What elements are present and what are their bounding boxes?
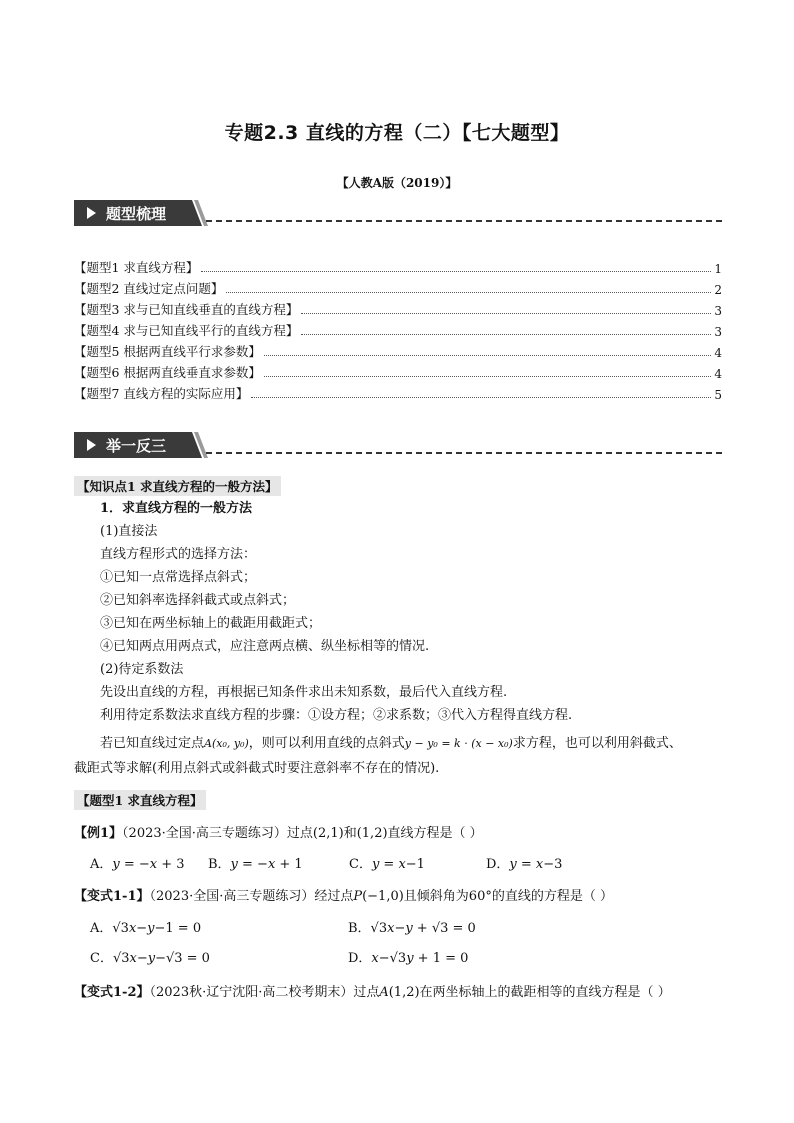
knowledge-paragraph: 若已知直线过定点A(x₀, y₀)，则可以利用直线的点斜式y − y₀ = k · (x − x₀)求方程，也可以利用斜截式、 [100,736,682,751]
toc-page-number: 2 [714,283,722,297]
knowledge-line: 利用待定系数法求直线方程的步骤：①设方程；②求系数；③代入方程得直线方程. [100,708,573,723]
knowledge-line: (1)直接法 [100,524,158,539]
play-arrow-icon [87,439,96,451]
page-title: 专题2.3 直线的方程（二）【七大题型】 [224,122,570,144]
option-a[interactable]: A．√3𝑥−𝑦−1 = 0 [90,921,202,936]
toc-entry[interactable] [74,342,722,360]
toc-page-number: 4 [714,346,722,360]
toc-leader [264,376,711,377]
toc-entry-label: 【题型4 求与已知直线平行的直线方程】 [74,323,299,338]
knowledge-line: 直线方程形式的选择方法： [100,547,257,562]
toc-leader [301,334,711,335]
knowledge-line: ③已知在两坐标轴上的截距用截距式； [100,616,322,631]
example-question: 【例1】（2023·全国·高三专题练习）过点(2,1)和(1,2)直线方程是（ ） [74,826,483,841]
toc-entry-label: 【题型7 直线方程的实际应用】 [74,386,249,401]
variant-label: 【变式1-2】 [74,985,150,1000]
toc-leader [264,355,711,356]
question-type-tag: 【题型1 求直线方程】 [74,790,206,810]
toc-entry-label: 【题型2 直线过定点问题】 [74,281,224,296]
toc-entry[interactable] [74,258,722,276]
section-header-practice [74,432,722,458]
knowledge-paragraph-cont: 截距式等求解(利用点斜式或斜截式时要注意斜率不存在的情况). [74,761,440,776]
option-d[interactable]: D．𝑦 = 𝑥−3 [486,857,563,872]
option-d[interactable]: D．𝑥−√3𝑦 + 1 = 0 [348,951,469,966]
toc-page-number: 1 [714,262,722,276]
toc-entry[interactable] [74,300,722,318]
toc-entry-label: 【题型3 求与已知直线垂直的直线方程】 [74,302,299,317]
toc-page-number: 3 [714,325,722,339]
section-title: 题型梳理 [106,205,167,223]
knowledge-line: 先设出直线的方程，再根据已知条件求出未知系数，最后代入直线方程. [100,685,508,700]
toc-entry[interactable] [74,279,722,297]
knowledge-line: ①已知一点常选择点斜式； [100,570,257,585]
knowledge-point-tag: 【知识点1 求直线方程的一般方法】 [74,476,281,496]
page-subtitle: 【人教A版（2019）】 [336,176,458,190]
toc-page-number: 4 [714,367,722,381]
option-b[interactable]: B．𝑦 = −𝑥 + 1 [208,857,303,872]
knowledge-line: (2)待定系数法 [100,662,184,677]
option-a[interactable]: A．𝑦 = −𝑥 + 3 [90,857,185,872]
toc-entry[interactable] [74,321,722,339]
option-b[interactable]: B．√3𝑥−𝑦 + √3 = 0 [348,921,476,936]
play-arrow-icon [87,207,96,219]
point-slope-formula: y − y₀ = k · (x − x₀) [404,737,513,750]
section-header-toc [74,200,722,226]
toc-entry[interactable] [74,363,722,381]
dashed-divider [206,452,722,454]
point-formula: A(x₀, y₀) [204,737,249,750]
toc-page-number: 5 [714,388,722,402]
dashed-divider [206,220,722,222]
toc-leader [201,271,711,272]
toc-leader [251,397,711,398]
toc-entry-label: 【题型1 求直线方程】 [74,260,199,275]
knowledge-line: ②已知斜率选择斜截式或点斜式； [100,593,296,608]
variant-question: 【变式1-2】（2023秋·辽宁沈阳·高二校考期末）过点𝐴(1,2)在两坐标轴上的截距相等的直线方程是（ ） [74,985,671,1000]
toc-entry[interactable] [74,384,722,402]
variant-label: 【变式1-1】 [74,889,150,904]
option-c[interactable]: C．𝑦 = 𝑥−1 [349,857,425,872]
variant-question: 【变式1-1】（2023·全国·高三专题练习）经过点𝑃(−1,0)且倾斜角为60°的直线的方程是（ ） [74,889,613,904]
example-label: 【例1】 [74,826,123,841]
knowledge-heading: 1．求直线方程的一般方法 [100,501,253,516]
toc-entry-label: 【题型6 根据两直线垂直求参数】 [74,365,261,380]
toc-page-number: 3 [714,304,722,318]
section-title: 举一反三 [106,437,167,455]
toc-leader [226,292,711,293]
toc-leader [301,313,711,314]
knowledge-line: ④已知两点用两点式，应注意两点横、纵坐标相等的情况. [100,639,430,654]
toc-entry-label: 【题型5 根据两直线平行求参数】 [74,344,261,359]
option-c[interactable]: C．√3𝑥−𝑦−√3 = 0 [90,951,210,966]
